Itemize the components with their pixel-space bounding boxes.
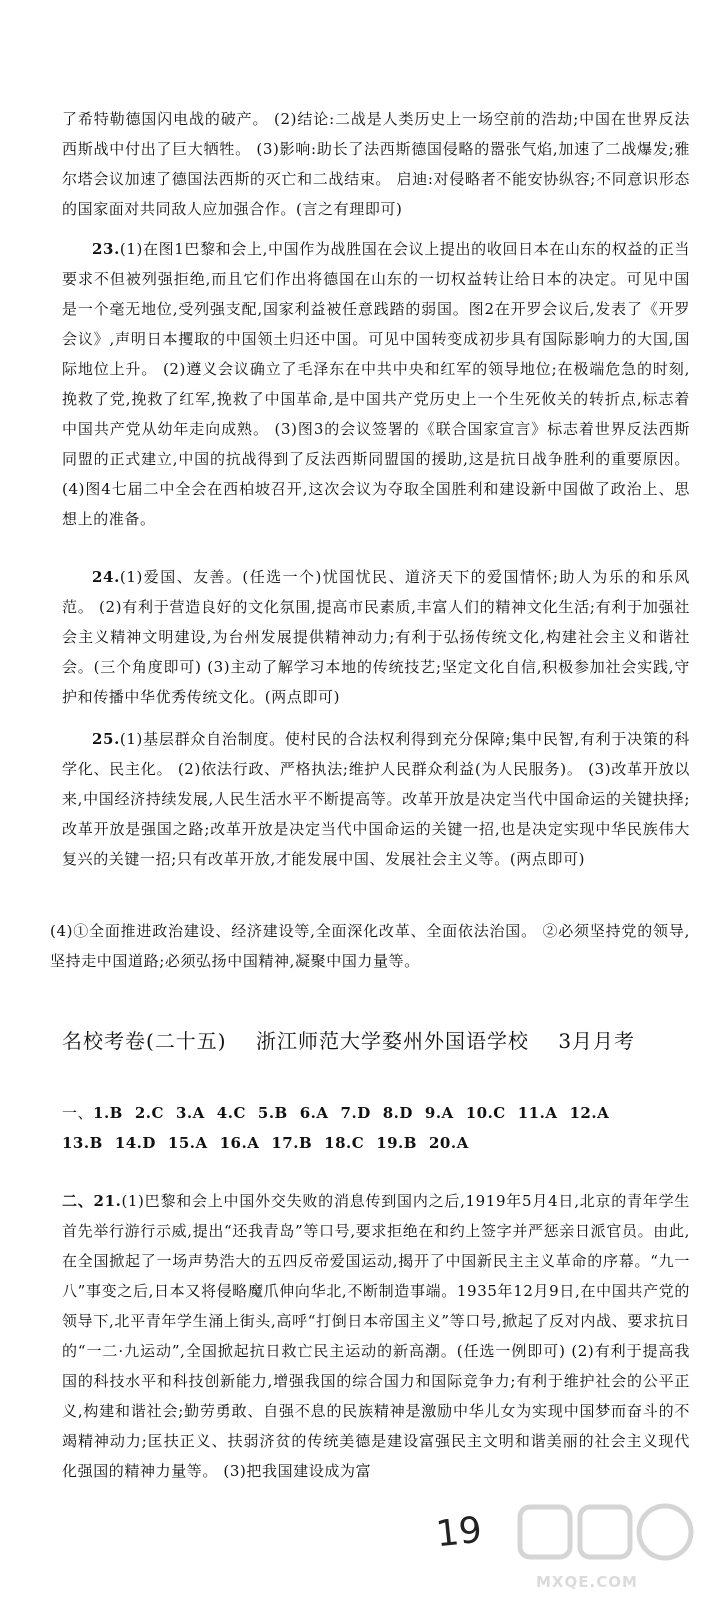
watermark-logo-icon bbox=[500, 1495, 710, 1575]
answers-row-1 bbox=[62, 1098, 690, 1128]
q23-paragraph bbox=[62, 234, 690, 534]
answer-item: 3.A bbox=[175, 1104, 205, 1122]
q25-paragraph bbox=[62, 724, 690, 874]
watermark-logo bbox=[500, 1495, 710, 1595]
answer-item: 6.A bbox=[299, 1104, 329, 1122]
q24-number: 24. bbox=[92, 568, 120, 586]
answers-prefix: 一、 bbox=[62, 1104, 94, 1122]
answer-item: 14.D bbox=[114, 1134, 156, 1152]
answer-item: 5.B bbox=[257, 1104, 288, 1122]
q25-number: 25. bbox=[92, 730, 120, 748]
q23-number: 23. bbox=[92, 240, 120, 258]
answer-item: 7.D bbox=[340, 1104, 371, 1122]
q21-paragraph bbox=[62, 1186, 690, 1486]
answer-item: 12.A bbox=[569, 1104, 610, 1122]
q25-part4-paragraph: (4)①全面推进政治建设、经济建设等,全面深化改革、全面依法治国。 ②必须坚持党的领导,坚持走中国道路;必须弘扬中国精神,凝聚中国力量等。 bbox=[50, 922, 690, 970]
answer-item: 1.B bbox=[93, 1104, 123, 1122]
q22-tail-paragraph: 了希特勒德国闪电战的破产。 (2)结论:二战是人类历史上一场空前的浩劫;中国在世界反法西斯战中付出了巨大牺牲。 (3)影响:助长了法西斯德国侵略的嚣张气焰,加速了二战爆发;雅尔塔会议加速了德国法西斯的灭亡和二战结束。 启迪:对侵略者不能安协纵容;不同意识形态的国家面对共同敌人应加强合作。(言之有理即可) bbox=[62, 110, 690, 218]
answer-item: 13.B bbox=[62, 1134, 103, 1152]
page-number: 19 bbox=[433, 1509, 484, 1556]
answers-row-1-items bbox=[93, 1104, 621, 1122]
answers-row-2-items bbox=[62, 1134, 481, 1152]
answer-item: 2.C bbox=[134, 1104, 164, 1122]
q25-text: (1)基层群众自治制度。使村民的合法权利得到充分保障;集中民智,有利于决策的科学化、民主化。 (2)依法行政、严格执法;维护人民群众利益(为人民服务)。 (3)改革开放以来,中国经济持续发展,人民生活水平不断提高等。改革开放是决定当代中国命运的关键抉择;改革开放是强国之路;改革开放是决定当代中国命运的关键一招,也是决定实现中华民族伟大复兴的关键一招;只有改革开放,才能发展中国、发展社会主义等。(两点即可) bbox=[62, 730, 690, 868]
answer-item: 11.A bbox=[517, 1104, 558, 1122]
heading-series: 名校考卷(二十五) bbox=[62, 1029, 227, 1053]
q21-number: 二、21. bbox=[62, 1192, 122, 1210]
answer-item: 19.B bbox=[376, 1134, 417, 1152]
exam-heading bbox=[62, 1026, 690, 1056]
q23-text: (1)在图1巴黎和会上,中国作为战胜国在会议上提出的收回日本在山东的权益的正当要求不但被列强拒绝,而且它们作出将德国在山东的一切权益转让给日本的决定。可见中国是一个毫无地位,受列强支配,国家利益被任意践踏的弱国。图2在开罗会议后,发表了《开罗会议》,声明日本攫取的中国领土归还中国。可见中国转变成初步具有国际影响力的大国,国际地位上升。 (2)遵义会议确立了毛泽东在中共中央和红军的领导地位;在极端危急的时刻,挽救了党,挽救了红军,挽救了中国革命,是中国共产党历史上一个生死攸关的转折点,标志着中国共产党从幼年走向成熟。 (3)图3的会议签署的《联合国家宣言》标志着世界反法西斯同盟的正式建立,中国的抗战得到了反法西斯同盟国的援助,这是抗日战争胜利的重要原因。 (4)图4七届二中全会在西柏坡召开,这次会议为夺取全国胜利和建设新中国做了政治上、思想上的准备。 bbox=[62, 240, 690, 528]
multiple-choice-answers bbox=[62, 1098, 690, 1158]
answer-item: 18.C bbox=[324, 1134, 365, 1152]
q24-text: (1)爱国、友善。(任选一个)忧国忧民、道济天下的爱国情怀;助人为乐的和乐风范。 (2)有利于营造良好的文化氛围,提高市民素质,丰富人们的精神文化生活;有利于加强社会主义精神文明建设,为台州发展提供精神动力;有利于弘扬传统文化,构建社会主义和谐社会。(三个角度即可) (3)主动了解学习本地的传统技艺;坚定文化自信,积极参加社会实践,守护和传播中华优秀传统文化。(两点即可) bbox=[62, 568, 690, 706]
answers-row-2 bbox=[62, 1128, 690, 1158]
answer-item: 10.C bbox=[465, 1104, 506, 1122]
answer-item: 17.B bbox=[271, 1134, 313, 1152]
answer-item: 9.A bbox=[424, 1104, 454, 1122]
q21-text: (1)巴黎和会上中国外交失败的消息传到国内之后,1919年5月4日,北京的青年学生首先举行游行示威,提出“还我青岛”等口号,要求拒绝在和约上签字并严惩亲日派官员。由此,在全国掀起了一场声势浩大的五四反帝爱国运动,揭开了中国新民主主义革命的序幕。“九一八”事变之后,日本又将侵略魔爪伸向华北,不断制造事端。1935年12月9日,在中国共产党的领导下,北平青年学生涌上街头,高呼“打倒日本帝国主义”等口号,掀起了反对内战、要求抗日的“一二·九运动”,全国掀起抗日救亡民主运动的新高潮。(任选一例即可) (2)有利于提高我国的科技水平和科技创新能力,增强我国的综合国力和国际竞争力;有利于维护社会的公平正义,构建和谐社会;勤劳勇敢、自强不息的民族精神是激励中华儿女为实现中国梦而奋斗的不竭精神动力;匡扶正义、扶弱济贫的传统美德是建设富强民主文明和谐美丽的社会主义现代化强国的精神力量等。 (3)把我国建设成为富 bbox=[62, 1192, 690, 1480]
answer-item: 4.C bbox=[216, 1104, 246, 1122]
heading-exam: 3月月考 bbox=[558, 1029, 636, 1053]
heading-school: 浙江师范大学婺州外国语学校 bbox=[255, 1029, 529, 1053]
answer-item: 8.D bbox=[382, 1104, 413, 1122]
watermark-text: MXQE.COM bbox=[536, 1573, 638, 1591]
answer-item: 20.A bbox=[428, 1134, 469, 1152]
q24-paragraph bbox=[62, 562, 690, 712]
answer-item: 15.A bbox=[167, 1134, 208, 1152]
answer-item: 16.A bbox=[219, 1134, 260, 1152]
